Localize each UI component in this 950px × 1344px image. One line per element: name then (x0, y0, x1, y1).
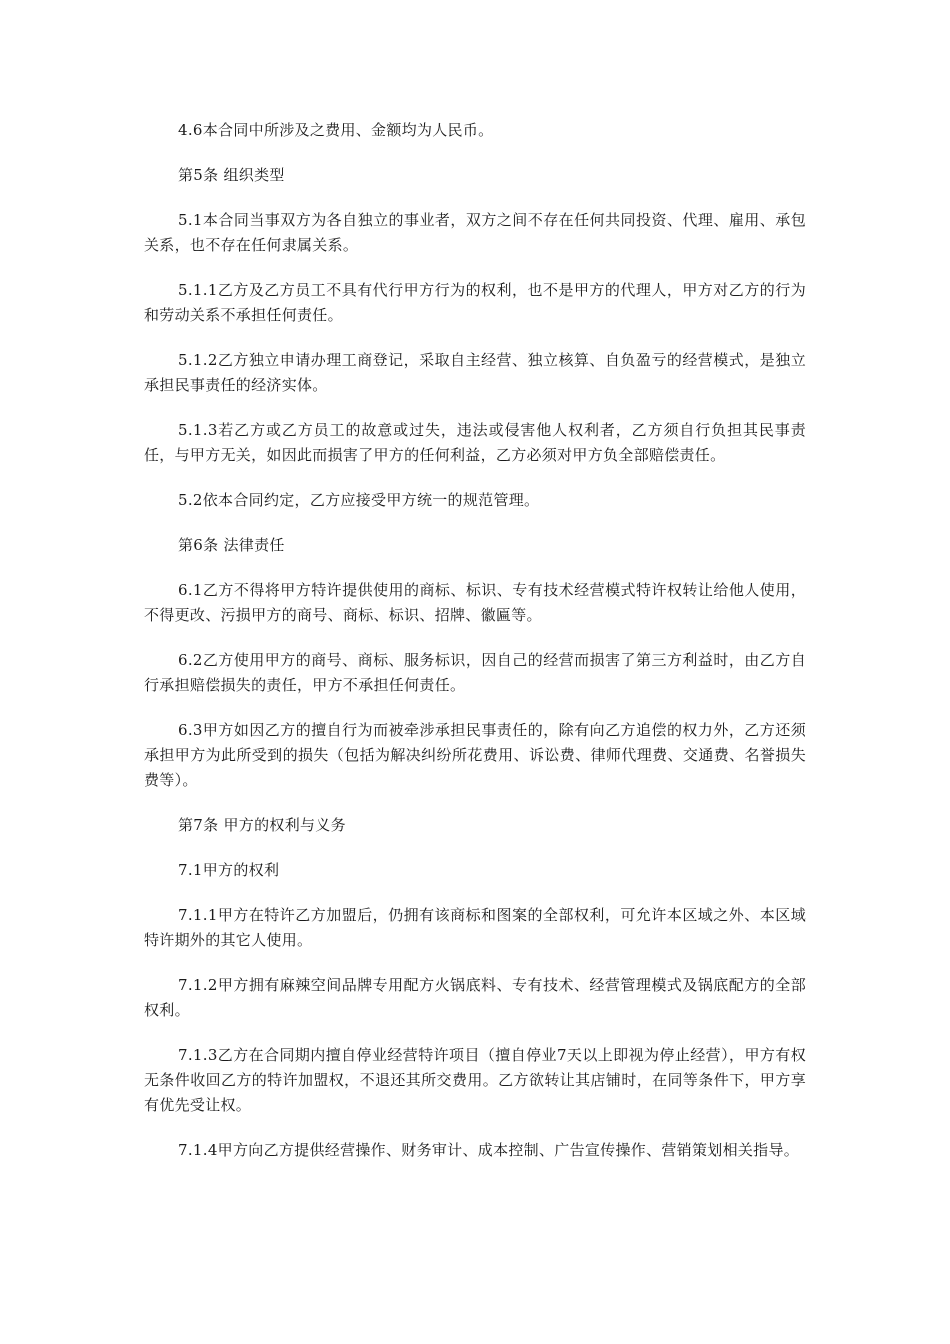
article-5-heading: 第5条 组织类型 (178, 166, 285, 184)
clause-6-3: 6.3甲方如因乙方的擅自行为而被牵涉承担民事责任的，除有向乙方追偿的权力外，乙方还须承担甲方为此所受到的损失（包括为解决纠纷所花费用、诉讼费、律师代理费、交通费、名誉损失费等）。 (144, 721, 806, 789)
clause-6-2: 6.2乙方使用甲方的商号、商标、服务标识，因自己的经营而损害了第三方利益时，由乙方自行承担赔偿损失的责任，甲方不承担任何责任。 (144, 651, 806, 694)
article-7-heading: 第7条 甲方的权利与义务 (178, 816, 346, 834)
clause-7-1-2: 7.1.2甲方拥有麻辣空间品牌专用配方火锅底料、专有技术、经营管理模式及锅底配方的全部权利。 (144, 976, 806, 1019)
clause-4-6: 4.6本合同中所涉及之费用、金额均为人民币。 (178, 121, 494, 139)
clause-5-1-2: 5.1.2乙方独立申请办理工商登记，采取自主经营、独立核算、自负盈亏的经营模式，是独立承担民事责任的经济实体。 (144, 351, 806, 394)
clause-6-1: 6.1乙方不得将甲方特许提供使用的商标、标识、专有技术经营模式特许权转让给他人使用，不得更改、污损甲方的商号、商标、标识、招牌、徽匾等。 (144, 581, 806, 624)
clause-5-1-1: 5.1.1乙方及乙方员工不具有代行甲方行为的权利，也不是甲方的代理人，甲方对乙方的行为和劳动关系不承担任何责任。 (144, 281, 806, 324)
clause-7-1-1: 7.1.1甲方在特许乙方加盟后，仍拥有该商标和图案的全部权利，可允许本区域之外、本区域特许期外的其它人使用。 (144, 906, 806, 949)
clause-7-1-4: 7.1.4甲方向乙方提供经营操作、财务审计、成本控制、广告宣传操作、营销策划相关指导。 (178, 1141, 800, 1159)
clause-7-1-3: 7.1.3乙方在合同期内擅自停业经营特许项目（擅自停业7天以上即视为停止经营），甲方有权无条件收回乙方的特许加盟权，不退还其所交费用。乙方欲转让其店铺时，在同等条件下，甲方享有优先受让权。 (144, 1046, 806, 1114)
article-6-heading: 第6条 法律责任 (178, 536, 285, 554)
document-page (144, 118, 806, 1183)
clause-5-2: 5.2依本合同约定，乙方应接受甲方统一的规范管理。 (178, 491, 540, 509)
clause-5-1: 5.1本合同当事双方为各自独立的事业者，双方之间不存在任何共同投资、代理、雇用、承包关系，也不存在任何隶属关系。 (144, 211, 806, 254)
clause-7-1: 7.1甲方的权利 (178, 861, 280, 879)
clause-5-1-3: 5.1.3若乙方或乙方员工的故意或过失，违法或侵害他人权利者，乙方须自行负担其民事责任，与甲方无关，如因此而损害了甲方的任何利益，乙方必须对甲方负全部赔偿责任。 (144, 421, 806, 464)
